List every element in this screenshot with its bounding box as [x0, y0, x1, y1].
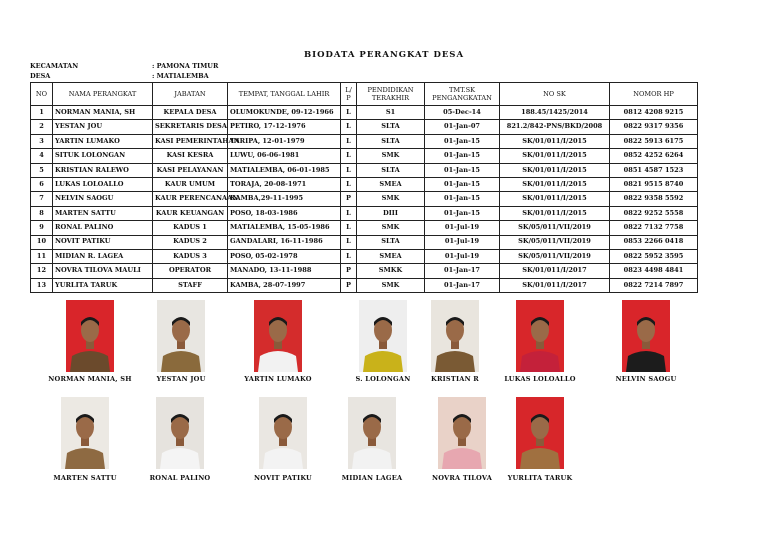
table-cell: KAMBA, 28-07-1997 — [228, 278, 341, 292]
table-cell: SLTA — [357, 235, 425, 249]
table-cell: 0822 9358 5592 — [610, 192, 698, 206]
table-cell: 6 — [31, 177, 53, 191]
table-cell: 3 — [31, 134, 53, 148]
table-cell: SLTA — [357, 163, 425, 177]
table-cell: KAUR KEUANGAN — [153, 206, 228, 220]
table-cell: P — [341, 264, 357, 278]
table-cell: L — [341, 221, 357, 235]
column-header: NO SK — [500, 83, 610, 106]
table-row — [31, 192, 698, 206]
table-cell: SK/01/011/I/2015 — [500, 149, 610, 163]
column-header: NAMA PERANGKAT — [53, 83, 153, 106]
table-cell: DIII — [357, 206, 425, 220]
table-cell: 9 — [31, 221, 53, 235]
table-cell: 01-Jul-19 — [425, 235, 500, 249]
table-cell: 0822 7132 7758 — [610, 221, 698, 235]
table-cell: OLUMOKUNDE, 09-12-1966 — [228, 106, 341, 120]
table-cell: SITUK LOLONGAN — [53, 149, 153, 163]
table-cell: MATIALEMBA, 06-01-1985 — [228, 163, 341, 177]
photo-caption: RONAL PALINO — [149, 474, 211, 482]
official-photo — [359, 300, 407, 372]
table-row — [31, 249, 698, 263]
table-cell: 0822 9317 9356 — [610, 120, 698, 134]
official-photo — [516, 397, 564, 469]
photo-caption: MARTEN SATTU — [53, 474, 117, 482]
official-photo — [157, 300, 205, 372]
photo-caption: KRISTIAN R — [431, 375, 479, 383]
photo-caption: NOVIT PATIKU — [254, 474, 312, 482]
table-cell: SLTA — [357, 120, 425, 134]
table-cell: 12 — [31, 264, 53, 278]
table-cell: POSO, 18-03-1986 — [228, 206, 341, 220]
table-cell: 0822 5913 6175 — [610, 134, 698, 148]
photo-caption: S. LOLONGAN — [355, 375, 411, 383]
column-header: TMT.SK PENGANGKATAN — [425, 83, 500, 106]
table-cell: KADUS 1 — [153, 221, 228, 235]
table-cell: SK/01/011/I/2015 — [500, 163, 610, 177]
table-cell: 01-Jan-15 — [425, 149, 500, 163]
table-cell: SMK — [357, 278, 425, 292]
desa-line — [30, 72, 209, 80]
table-row — [31, 221, 698, 235]
table-row — [31, 163, 698, 177]
table-cell: KRISTIAN RALEWO — [53, 163, 153, 177]
table-cell: KAUR PERENCANAAN — [153, 192, 228, 206]
table-cell: 4 — [31, 149, 53, 163]
table-cell: L — [341, 149, 357, 163]
table-cell: 821.2/842-PNS/BKD/2008 — [500, 120, 610, 134]
table-body — [31, 106, 698, 293]
column-header: TEMPAT, TANGGAL LAHIR — [228, 83, 341, 106]
table-row — [31, 206, 698, 220]
table-cell: SK/01/011/I/2015 — [500, 134, 610, 148]
photo-caption: LUKAS LOLOALLO — [504, 375, 576, 383]
table-cell: LUWU, 06-06-1981 — [228, 149, 341, 163]
photo-caption: MIDIAN LAGEA — [341, 474, 403, 482]
table-cell: MIDIAN R. LAGEA — [53, 249, 153, 263]
official-photo — [348, 397, 396, 469]
table-cell: SK/01/011/I/2015 — [500, 192, 610, 206]
table-row — [31, 134, 698, 148]
table-row — [31, 106, 698, 120]
table-cell: P — [341, 278, 357, 292]
table-cell: P — [341, 192, 357, 206]
table-cell: RONAL PALINO — [53, 221, 153, 235]
table-cell: POSO, 05-02-1978 — [228, 249, 341, 263]
table-cell: 01-Jan-17 — [425, 278, 500, 292]
table-cell: 0812 4208 9215 — [610, 106, 698, 120]
photo-caption: NELVIN SAOGU — [615, 375, 677, 383]
table-cell: NOVIT PATIKU — [53, 235, 153, 249]
table-cell: PETIRO, 17-12-1976 — [228, 120, 341, 134]
table-cell: L — [341, 249, 357, 263]
official-photo — [259, 397, 307, 469]
table-cell: 13 — [31, 278, 53, 292]
table-cell: YURLITA TARUK — [53, 278, 153, 292]
table-cell: 1 — [31, 106, 53, 120]
table-cell: KAUR UMUM — [153, 177, 228, 191]
table-cell: 05-Dec-14 — [425, 106, 500, 120]
photo-caption: YARTIN LUMAKO — [244, 375, 312, 383]
table-cell: SMKK — [357, 264, 425, 278]
table-cell: SK/05/011/VII/2019 — [500, 235, 610, 249]
table-cell: 0821 9515 8740 — [610, 177, 698, 191]
table-row — [31, 149, 698, 163]
table-cell: 0851 4587 1523 — [610, 163, 698, 177]
kecamatan-line — [30, 62, 218, 70]
official-photo — [516, 300, 564, 372]
desa-value: : MATIALEMBA — [152, 72, 209, 80]
table-cell: 0823 4498 4841 — [610, 264, 698, 278]
table-cell: MANADO, 13-11-1988 — [228, 264, 341, 278]
table-cell: L — [341, 163, 357, 177]
table-cell: SK/05/011/VII/2019 — [500, 221, 610, 235]
table-cell: TARIPA, 12-01-1979 — [228, 134, 341, 148]
table-cell: KASI PEMERINTAHAN — [153, 134, 228, 148]
table-header-row — [31, 83, 698, 106]
official-photo — [61, 397, 109, 469]
column-header: L/ P — [341, 83, 357, 106]
table-cell: L — [341, 120, 357, 134]
table-cell: 0852 4252 6264 — [610, 149, 698, 163]
table-cell: L — [341, 177, 357, 191]
kecamatan-label: KECAMATAN — [30, 62, 79, 70]
table-cell: 01-Jan-15 — [425, 134, 500, 148]
table-cell: 5 — [31, 163, 53, 177]
table-cell: 7 — [31, 192, 53, 206]
table-cell: 2 — [31, 120, 53, 134]
table-cell: KADUS 2 — [153, 235, 228, 249]
table-cell: 10 — [31, 235, 53, 249]
official-photo — [438, 397, 486, 469]
table-cell: SK/01/011/I/2017 — [500, 264, 610, 278]
table-cell: L — [341, 206, 357, 220]
table-row — [31, 235, 698, 249]
table-cell: SMK — [357, 192, 425, 206]
column-header: PENDIDIKAN TERAKHIR — [357, 83, 425, 106]
column-header: NOMOR HP — [610, 83, 698, 106]
column-header: JABATAN — [153, 83, 228, 106]
table-cell: GANDALARI, 16-11-1986 — [228, 235, 341, 249]
table-cell: 0822 9252 5558 — [610, 206, 698, 220]
table-cell: 01-Jul-19 — [425, 221, 500, 235]
official-photo — [431, 300, 479, 372]
table-cell: S1 — [357, 106, 425, 120]
table-row — [31, 177, 698, 191]
official-photo — [622, 300, 670, 372]
table-cell: NOVRA TILOVA MAULI — [53, 264, 153, 278]
table-cell: 01-Jan-15 — [425, 192, 500, 206]
table-cell: SMEA — [357, 177, 425, 191]
table-cell: 01-Jan-15 — [425, 163, 500, 177]
table-cell: YESTAN JOU — [53, 120, 153, 134]
table-cell: LUKAS LOLOALLO — [53, 177, 153, 191]
table-cell: 01-Jul-19 — [425, 249, 500, 263]
table-cell: SMK — [357, 221, 425, 235]
table-cell: NORMAN MANIA, SH — [53, 106, 153, 120]
desa-label: DESA — [30, 72, 51, 80]
table-cell: 01-Jan-15 — [425, 206, 500, 220]
table-cell: 0853 2266 0418 — [610, 235, 698, 249]
photo-caption: NOVRA TILOVA — [431, 474, 493, 482]
photo-caption: NORMAN MANIA, SH — [48, 375, 132, 383]
official-photo — [156, 397, 204, 469]
table-cell: SK/01/011/I/2017 — [500, 278, 610, 292]
table-cell: KASI PELAYANAN — [153, 163, 228, 177]
table-cell: KASI KESRA — [153, 149, 228, 163]
table-row — [31, 120, 698, 134]
table-cell: SK/05/011/VII/2019 — [500, 249, 610, 263]
table-cell: L — [341, 235, 357, 249]
table-cell: MARTEN SATTU — [53, 206, 153, 220]
table-cell: TORAJA, 20-08-1971 — [228, 177, 341, 191]
table-cell: SK/01/011/I/2015 — [500, 177, 610, 191]
table-cell: 0822 5952 3595 — [610, 249, 698, 263]
photo-caption: YURLITA TARUK — [507, 474, 573, 482]
table-cell: 8 — [31, 206, 53, 220]
table-cell: L — [341, 106, 357, 120]
table-cell: KAMBA,29-11-1995 — [228, 192, 341, 206]
column-header: NO — [31, 83, 53, 106]
table-cell: KADUS 3 — [153, 249, 228, 263]
table-cell: YARTIN LUMAKO — [53, 134, 153, 148]
table-cell: OPERATOR — [153, 264, 228, 278]
table-cell: SLTA — [357, 134, 425, 148]
table-cell: 01-Jan-17 — [425, 264, 500, 278]
table-cell: SEKRETARIS DESA — [153, 120, 228, 134]
official-photo — [66, 300, 114, 372]
table-cell: 0822 7214 7897 — [610, 278, 698, 292]
table-cell: 01-Jan-07 — [425, 120, 500, 134]
table-row — [31, 278, 698, 292]
table-cell: SMK — [357, 149, 425, 163]
table-cell: SMEA — [357, 249, 425, 263]
table-cell: 01-Jan-15 — [425, 177, 500, 191]
table-row — [31, 264, 698, 278]
table-cell: 188.45/1425/2014 — [500, 106, 610, 120]
table-cell: STAFF — [153, 278, 228, 292]
kecamatan-value: : PAMONA TIMUR — [152, 62, 219, 70]
table-cell: NELVIN SAOGU — [53, 192, 153, 206]
photo-caption: YESTAN JOU — [156, 375, 206, 383]
table-cell: 11 — [31, 249, 53, 263]
document-title: BIODATA PERANGKAT DESA — [303, 50, 465, 60]
table-cell: KEPALA DESA — [153, 106, 228, 120]
officials-table — [30, 82, 698, 293]
table-cell: SK/01/011/I/2015 — [500, 206, 610, 220]
table-cell: L — [341, 134, 357, 148]
table-cell: MATIALEMBA, 15-05-1986 — [228, 221, 341, 235]
official-photo — [254, 300, 302, 372]
